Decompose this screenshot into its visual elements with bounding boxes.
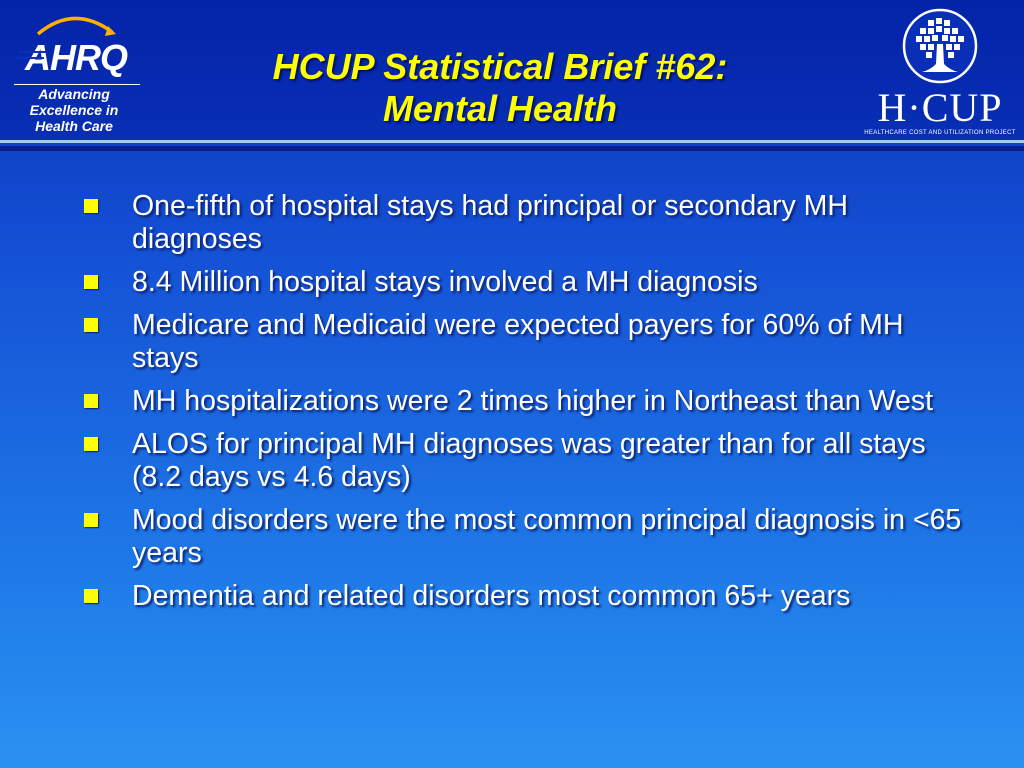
- bullet-text: One-fifth of hospital stays had principal or secondary MH diagnoses: [132, 190, 849, 255]
- hcup-wordmark: H·CUP: [877, 85, 1003, 130]
- ahrq-wordmark: AHRQ: [25, 37, 127, 78]
- ahrq-tagline: [8, 86, 140, 134]
- ahrq-tagline-line: Health Care: [35, 118, 113, 134]
- yellow-square-bullet-icon: [84, 318, 98, 332]
- bullet-text: Medicare and Medicaid were expected payers for 60% of MH stays: [132, 309, 904, 374]
- ahrq-logo: [8, 8, 140, 136]
- hcup-tree-icon: [902, 8, 978, 84]
- bullet-item: [78, 428, 968, 494]
- ahrq-tagline-line: Excellence in: [29, 102, 119, 118]
- hcup-subtitle: HEALTHCARE COST AND UTILIZATION PROJECT: [864, 130, 1016, 136]
- bullet-text: ALOS for principal MH diagnoses was greater than for all stays (8.2 days vs 4.6 days): [132, 428, 926, 493]
- bullet-text: 8.4 Million hospital stays involved a MH diagnosis: [132, 266, 758, 298]
- header-divider-thick: [0, 146, 1024, 151]
- yellow-square-bullet-icon: [84, 394, 98, 408]
- ahrq-tagline-line: Advancing: [38, 86, 110, 102]
- yellow-square-bullet-icon: [84, 199, 98, 213]
- header-divider-thin: [0, 140, 1024, 143]
- bullet-item: [78, 580, 968, 613]
- yellow-square-bullet-icon: [84, 437, 98, 451]
- bullet-item: [78, 190, 968, 256]
- title-line: HCUP Statistical Brief #62:: [272, 46, 728, 87]
- bullet-item: [78, 385, 968, 418]
- yellow-square-bullet-icon: [84, 513, 98, 527]
- bullet-text: Dementia and related disorders most common 65+ years: [132, 580, 851, 612]
- slide-title: [170, 46, 830, 130]
- bullet-item: [78, 504, 968, 570]
- bullet-text: Mood disorders were the most common principal diagnosis in <65 years: [132, 504, 962, 569]
- yellow-square-bullet-icon: [84, 589, 98, 603]
- title-line: Mental Health: [382, 88, 618, 129]
- bullet-item: [78, 266, 968, 299]
- yellow-square-bullet-icon: [84, 275, 98, 289]
- bullet-item: [78, 309, 968, 375]
- bullet-text: MH hospitalizations were 2 times higher in Northeast than West: [132, 385, 934, 417]
- ahrq-logo-icon: [12, 8, 140, 82]
- ahrq-divider: [14, 84, 140, 85]
- bullet-list: [78, 190, 968, 623]
- hcup-logo: [862, 6, 1018, 138]
